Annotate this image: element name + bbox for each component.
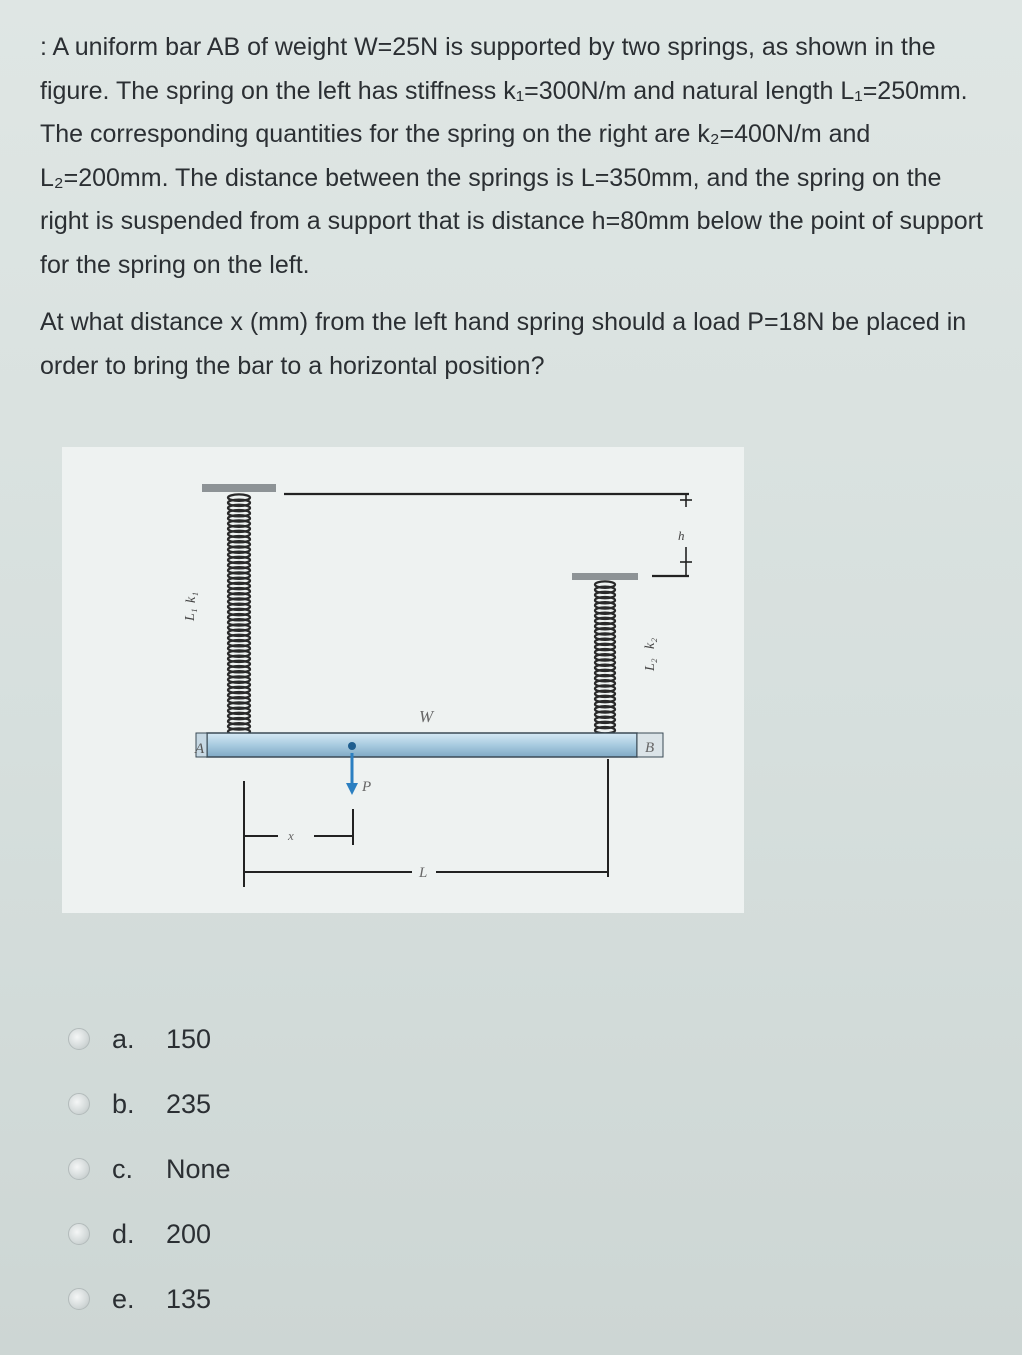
option-c-radio-icon[interactable]	[68, 1158, 90, 1180]
option-c-letter: c.	[112, 1153, 134, 1184]
question-prefix: :	[40, 33, 47, 61]
option-a[interactable]	[68, 1019, 211, 1059]
A-label: A	[195, 741, 205, 757]
option-b-letter: b.	[112, 1088, 135, 1119]
option-d-value: 200	[166, 1218, 212, 1249]
option-c-value: None	[166, 1153, 231, 1184]
option-e[interactable]	[68, 1279, 211, 1319]
option-a-letter: a.	[112, 1023, 135, 1054]
option-b-radio-icon[interactable]	[68, 1093, 90, 1115]
option-d-letter: d.	[112, 1218, 135, 1249]
right-spring	[595, 581, 615, 733]
question-paragraph-1	[40, 26, 990, 287]
option-c[interactable]	[68, 1149, 231, 1189]
L2-label: L₂	[643, 658, 658, 671]
k1-label: k₁	[184, 591, 199, 603]
h-label: h	[678, 528, 685, 543]
B-label: B	[645, 740, 655, 756]
option-e-radio-icon[interactable]	[68, 1288, 90, 1310]
question-body: A uniform bar AB of weight W=25N is supported by two springs, as shown in the figure. The spring on the left has stiffness k₁=300N/m and natural length L₁=250mm. The corresponding quantities for the spring on the right are k₂=400N/m and L₂=200mm. The distance between the springs is L=350mm, and the spring on the right is suspended from a support that is distance h=80mm below the point of support for the spring on the left.	[40, 33, 983, 279]
k2-label: k₂	[643, 637, 658, 649]
spring-bar-figure	[62, 447, 744, 913]
option-a-radio-icon[interactable]	[68, 1028, 90, 1050]
L1-label: L₁	[183, 608, 198, 621]
option-d-radio-icon[interactable]	[68, 1223, 90, 1245]
left-spring	[225, 492, 253, 735]
bar-AB	[207, 733, 637, 757]
option-b[interactable]	[68, 1084, 211, 1124]
option-d[interactable]	[68, 1214, 211, 1254]
L-label: L	[419, 865, 428, 881]
x-label: x	[288, 828, 294, 843]
option-e-letter: e.	[112, 1283, 135, 1314]
option-a-value: 150	[166, 1023, 212, 1054]
W-label: W	[419, 707, 434, 726]
figure-drawing	[62, 447, 744, 913]
option-e-value: 135	[166, 1283, 212, 1314]
P-label: P	[362, 779, 372, 795]
right-support	[572, 573, 638, 580]
left-support	[202, 484, 276, 492]
question-text	[40, 26, 990, 388]
option-b-value: 235	[166, 1088, 212, 1119]
question-paragraph-2: At what distance x (mm) from the left hand spring should a load P=18N be placed in order to bring the bar to a horizontal position?	[40, 308, 967, 380]
